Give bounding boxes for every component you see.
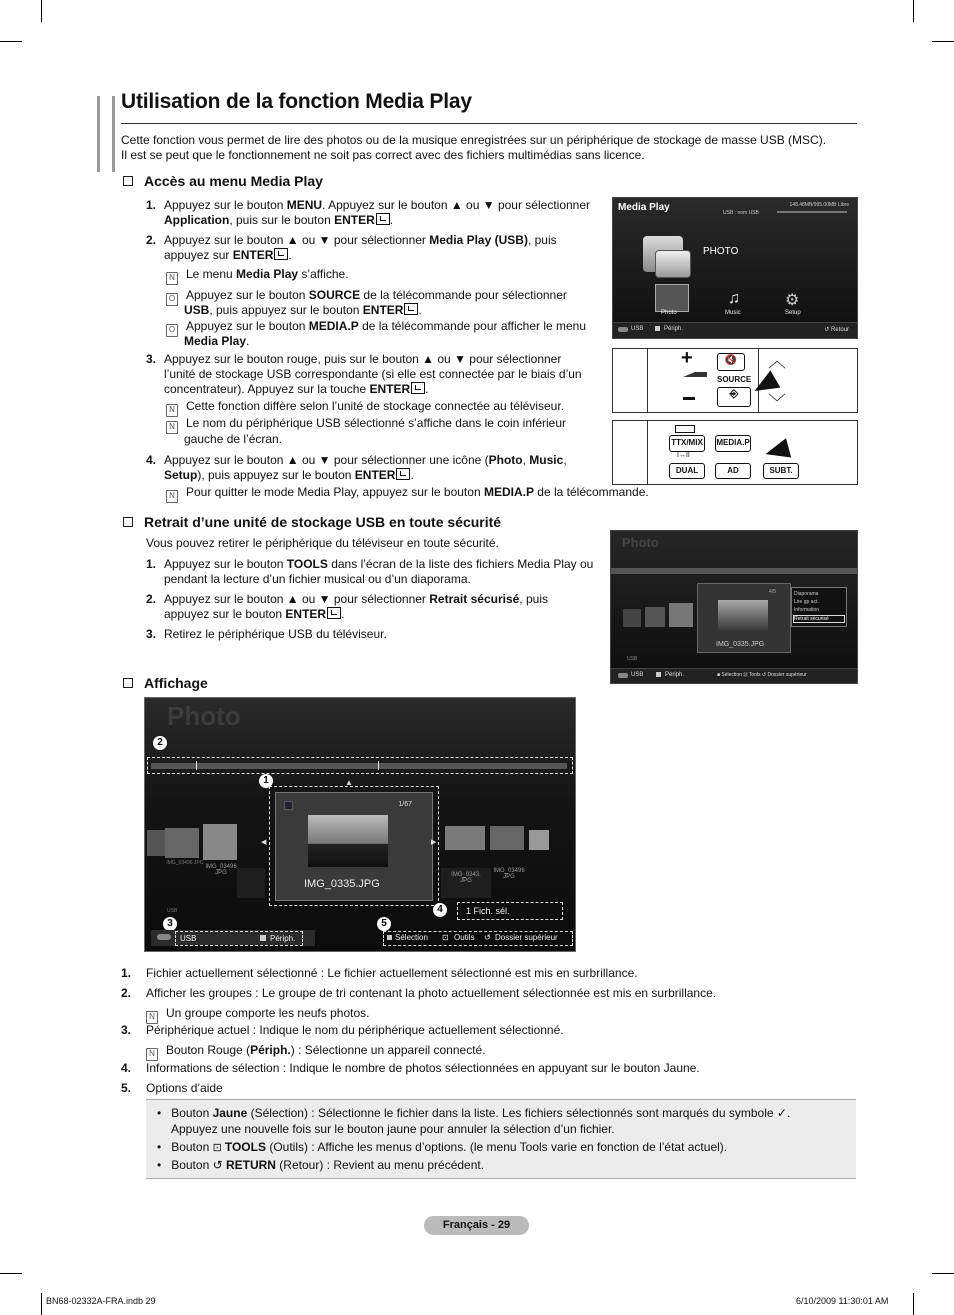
note-icon: N (166, 404, 178, 417)
file-count: 1/67 (398, 801, 412, 808)
lighthouse-thumbnail (718, 600, 768, 632)
thumb-label: IMG_03496 JPG (166, 860, 204, 866)
crop-mark (41, 1293, 42, 1315)
step-2-line-1: Appuyez sur le bouton ▲ ou ▼ pour sélectionner Media Play (USB), puis (164, 233, 557, 247)
note-icon: N (166, 272, 178, 285)
help-bullet-1: • Bouton Jaune (Sélection) : Sélectionne le fichier dans la liste. Les fichiers sélectionnés sont marqués du symbole ✓. (157, 1106, 791, 1120)
thumbnail[interactable] (165, 828, 199, 858)
step-number: 1. (146, 557, 157, 571)
note-4: N Cette fonction diffère selon l’unité de stockage connectée au téléviseur. (166, 399, 564, 417)
crop-mark (932, 1273, 954, 1274)
source-button: ⎆ (717, 387, 751, 407)
legend-4: Informations de sélection : Indique le nombre de photos sélectionnées en appuyant sur le bouton Jaune. (146, 1061, 700, 1075)
step-number: 2. (146, 592, 157, 606)
thumbnail (645, 607, 665, 627)
checkmark-icon: ✓ (776, 1106, 787, 1120)
enter-icon (274, 248, 288, 260)
step-3-line-2: l’unité de stockage USB correspondante (si elle est connectée par le biais d’un (164, 367, 582, 381)
thumbnail[interactable] (490, 826, 524, 850)
removal-step-3: Retirez le périphérique USB du téléviseur. (164, 627, 387, 641)
section-heading-safe-removal: Retrait d’une unité de stockage USB en toute sécurité (123, 514, 501, 530)
help-bullet-1-line-2: Appuyez une nouvelle fois sur le bouton jaune pour annuler la sélection d’un fichier. (171, 1122, 615, 1136)
note-2-line-1: O Appuyez sur le bouton SOURCE de la télécommande pour sélectionner (166, 288, 567, 306)
removal-step-2-line-1: Appuyez sur le bouton ▲ ou ▼ pour sélectionner Retrait sécurisé, puis (164, 592, 548, 606)
file-name: IMG_0335.JPG (304, 878, 380, 890)
red-button-icon (618, 327, 628, 332)
bar-return: ↺ Retour (824, 327, 849, 333)
thumb-label: IMG_03496 JPG (493, 868, 525, 880)
legend-number: 5. (121, 1081, 132, 1095)
removal-step-1-line-1: Appuyez sur le bouton TOOLS dans l’écran de la liste des fichiers Media Play ou (164, 557, 594, 571)
step-2-line-2: appuyez sur ENTER . (164, 248, 292, 262)
menu-item-information[interactable]: Information (794, 607, 820, 613)
mute-icon: 🔇 (717, 353, 745, 371)
legend-3: Périphérique actuel : Indique le nom du périphérique actuellement sélectionné. (146, 1023, 564, 1037)
thumbnail-slot (237, 868, 265, 898)
remote-media-illustration (612, 420, 858, 485)
group-bar-highlight (147, 757, 573, 774)
tools-icon: ⊡ (212, 1142, 225, 1154)
channel-up-icon: ︿ (768, 351, 786, 371)
callout-4: 4 (433, 903, 447, 917)
setup-gear-icon[interactable]: ⚙ (785, 292, 800, 309)
help-options-highlight (383, 931, 573, 946)
note-6: N Pour quitter le mode Media Play, appuyez sur le bouton MEDIA.P de la télécommande. (166, 485, 649, 503)
square-icon (656, 672, 661, 677)
step-number: 2. (146, 233, 157, 247)
step-number: 3. (146, 627, 157, 641)
menu-item-play-group[interactable]: Lire gp act. (794, 599, 819, 605)
ttx-mix-button: TTX/MIX (669, 435, 705, 452)
thumbnail[interactable] (529, 830, 549, 850)
section-heading-display: Affichage (123, 675, 208, 691)
legend-1: Fichier actuellement sélectionné : Le fichier actuellement sélectionné est mis en surbrillance. (146, 966, 638, 980)
free-space: 148.48MB/995.00MB Libre (789, 202, 849, 208)
square-icon (655, 326, 660, 331)
step-4-line-1: Appuyez sur le bouton ▲ ou ▼ pour sélectionner une icône (Photo, Music, (164, 453, 567, 467)
bar-periph: Périph. (664, 326, 684, 332)
legend-5: Options d’aide (146, 1081, 223, 1095)
pointer-arrow-icon (763, 438, 791, 464)
step-4-line-2: Setup), puis appuyez sur le bouton ENTER . (164, 468, 414, 482)
file-count: 4/5 (769, 589, 776, 595)
help-bullet-2: • Bouton ⊡ TOOLS (Outils) : Affiche les menus d’options. (le menu Tools varie en fonction de l’état actuel). (157, 1140, 728, 1154)
legend-2: Afficher les groupes : Le groupe de tri contenant la photo actuellement sélectionnée est mis en surbrillance. (146, 986, 717, 1000)
help-tools[interactable]: Outils (454, 933, 475, 942)
bar-periph: Périph. (665, 672, 685, 678)
footer-date: 6/10/2009 11:30:01 AM (796, 1296, 889, 1306)
thumb-label: IMG_0343. JPG (451, 872, 481, 884)
tools-icon: ⊡ (442, 933, 449, 942)
bottom-bar (611, 668, 857, 684)
footer-file: BN68-02332A-FRA.indb 29 (46, 1296, 156, 1306)
hint-icon: O (166, 293, 178, 306)
square-icon (260, 935, 266, 941)
thumbnail[interactable] (203, 824, 237, 860)
checkbox-icon (284, 801, 293, 810)
note-icon: N (146, 1011, 158, 1024)
enter-icon (376, 213, 390, 225)
bar-usb: USB (631, 326, 644, 332)
icon-label-setup: Setup (785, 310, 801, 316)
legend-number: 3. (121, 1023, 132, 1037)
legend-number: 1. (121, 966, 132, 980)
legend-number: 2. (121, 986, 132, 1000)
selected-file-box[interactable] (275, 792, 433, 901)
screen-title: Photo (167, 701, 241, 731)
step-3-line-1: Appuyez sur le bouton rouge, puis sur le bouton ▲ ou ▼ pour sélectionner (164, 352, 562, 366)
left-arrow-icon: ◀ (261, 839, 267, 846)
crop-mark (41, 0, 42, 22)
step-number: 1. (146, 198, 157, 212)
help-selection[interactable]: Sélection (395, 933, 428, 942)
step-number: 3. (146, 352, 157, 366)
step-1-line-2: Application, puis sur le bouton ENTER . (164, 213, 394, 227)
enter-icon (404, 303, 418, 315)
dual-button: DUAL (669, 463, 705, 479)
bar-help: ■ Sélection ⊡ Tools ↺ Dossier supérieur (717, 672, 807, 678)
legend-2-note: N Un groupe comporte les neufs photos. (146, 1006, 369, 1024)
thumbnail (623, 609, 641, 627)
note-1: N Le menu Media Play s’affiche. (166, 267, 349, 285)
device-highlight (175, 931, 303, 946)
device-label: USB (167, 908, 178, 914)
section-heading-access: Accès au menu Media Play (123, 173, 323, 189)
group-bar (151, 763, 567, 769)
i-ii-label: I↔II (677, 452, 690, 459)
enter-icon (327, 607, 341, 619)
checkbox-square-icon (123, 678, 133, 688)
thumbnail (669, 603, 693, 627)
selection-info-highlight (457, 902, 563, 920)
tools-popup[interactable] (791, 587, 847, 627)
selected-file-box (697, 583, 791, 653)
music-icon[interactable]: ♫ (728, 290, 740, 307)
crop-mark (0, 1273, 22, 1274)
up-arrow-icon: ▲ (345, 778, 353, 787)
thumbnail[interactable] (147, 830, 165, 856)
legend-number: 4. (121, 1061, 132, 1075)
right-arrow-icon: ▶ (431, 839, 437, 846)
screen-title: Media Play (618, 202, 670, 213)
note-2-line-2: USB, puis appuyez sur le bouton ENTER . (184, 303, 422, 317)
camera-icon (655, 250, 691, 278)
step-3-line-3: concentrateur). Appuyez sur la touche ENTER . (164, 382, 429, 396)
photo-browser-screen (144, 697, 576, 952)
tools-menu-screen (610, 530, 858, 684)
photo-icon[interactable] (655, 284, 689, 312)
step-number: 4. (146, 453, 157, 467)
safe-removal-intro: Vous pouvez retirer le périphérique du téléviseur en toute sécurité. (146, 536, 499, 550)
title-rule (121, 123, 857, 124)
selected-file-highlight (269, 786, 439, 906)
icon-label-photo: Photo (661, 310, 677, 316)
usb-name: USB : nom USB (723, 210, 759, 216)
return-icon: ↺ (212, 1158, 226, 1172)
channel-down-icon: ﹀ (768, 393, 786, 413)
enter-icon (396, 468, 410, 480)
ad-button: AD (715, 463, 751, 479)
callout-5: 5 (377, 917, 391, 931)
bar-usb: USB (631, 672, 644, 678)
volume-up-icon: + (681, 347, 693, 369)
crop-mark (932, 41, 954, 42)
subt-button: SUBT. (763, 463, 799, 479)
remote-source-illustration (612, 348, 858, 413)
note-icon: N (166, 421, 178, 434)
media-play-screen (612, 197, 858, 339)
intro-line-1: Cette fonction vous permet de lire des photos ou de la musique enregistrées sur un périphérique de stockage de masse USB (MSC). (121, 133, 827, 147)
step-1-line-1: Appuyez sur le bouton MENU. Appuyez sur le bouton ▲ ou ▼ pour sélectionner (164, 198, 591, 212)
file-name: IMG_0335.JPG (716, 641, 765, 648)
source-label: SOURCE (717, 375, 752, 384)
note-5-line-2: gauche de l’écran. (184, 432, 283, 446)
note-3-line-2: Media Play. (184, 334, 250, 348)
intro-line-2: Il est se peut que le fonctionnement ne soit pas correct avec des fichiers multimédias sans licence. (121, 148, 645, 162)
storage-bar (777, 211, 847, 213)
bar-usb[interactable]: USB (180, 934, 197, 943)
selection-info: 1 Fich. sél. (466, 906, 510, 916)
menu-item-safe-removal[interactable]: Retrait sécurisé (793, 615, 845, 623)
crop-mark (913, 0, 914, 22)
note-icon: N (146, 1048, 158, 1061)
media-p-button: MEDIA.P (715, 435, 751, 452)
title-accent-bar (97, 96, 115, 172)
checkbox-square-icon (123, 517, 133, 527)
callout-1: 1 (259, 774, 273, 788)
volume-icon (683, 372, 707, 377)
page-title: Utilisation de la fonction Media Play (121, 90, 472, 113)
icon-label-music: Music (725, 310, 741, 316)
thumbnail[interactable] (445, 826, 485, 850)
page-number: Français - 29 (424, 1216, 529, 1235)
bottom-bar (613, 322, 857, 339)
help-parent-folder[interactable]: Dossier supérieur (495, 933, 558, 942)
category-label: PHOTO (703, 246, 739, 257)
checkbox-square-icon (123, 176, 133, 186)
screen-title: Photo (622, 535, 659, 550)
group-bar (611, 568, 857, 574)
menu-item-slideshow[interactable]: Diaporama (794, 591, 819, 597)
red-button-icon (618, 673, 628, 678)
square-icon (387, 935, 392, 940)
thumb-label: IMG_03496 JPG (205, 864, 237, 876)
red-button-icon (157, 934, 171, 940)
hint-icon: O (166, 324, 178, 337)
callout-3: 3 (163, 917, 177, 931)
help-bullet-3: • Bouton ↺ RETURN (Retour) : Revient au menu précédent. (157, 1158, 485, 1172)
removal-step-2-line-2: appuyez sur le bouton ENTER . (164, 607, 345, 621)
volume-down-icon (683, 397, 695, 400)
device-label: USB (627, 656, 638, 662)
note-3-line-1: O Appuyez sur le bouton MEDIA.P de la télécommande pour afficher le menu (166, 319, 586, 337)
bar-periph[interactable]: Périph. (270, 934, 296, 943)
note-5-line-1: N Le nom du périphérique USB sélectionné s’affiche dans le coin inférieur (166, 416, 566, 434)
removal-step-1-line-2: pendant la lecture d’un fichier musical ou d’un diaporama. (164, 572, 471, 586)
legend-3-note: N Bouton Rouge (Périph.) : Sélectionne un appareil connecté. (146, 1043, 486, 1061)
return-icon: ↺ (484, 933, 491, 942)
callout-2: 2 (153, 736, 167, 750)
enter-icon (411, 382, 425, 394)
note-icon: N (166, 490, 178, 503)
lighthouse-thumbnail (308, 815, 388, 867)
crop-mark (913, 1293, 914, 1315)
crop-mark (0, 41, 22, 42)
teletext-icon (675, 425, 695, 433)
